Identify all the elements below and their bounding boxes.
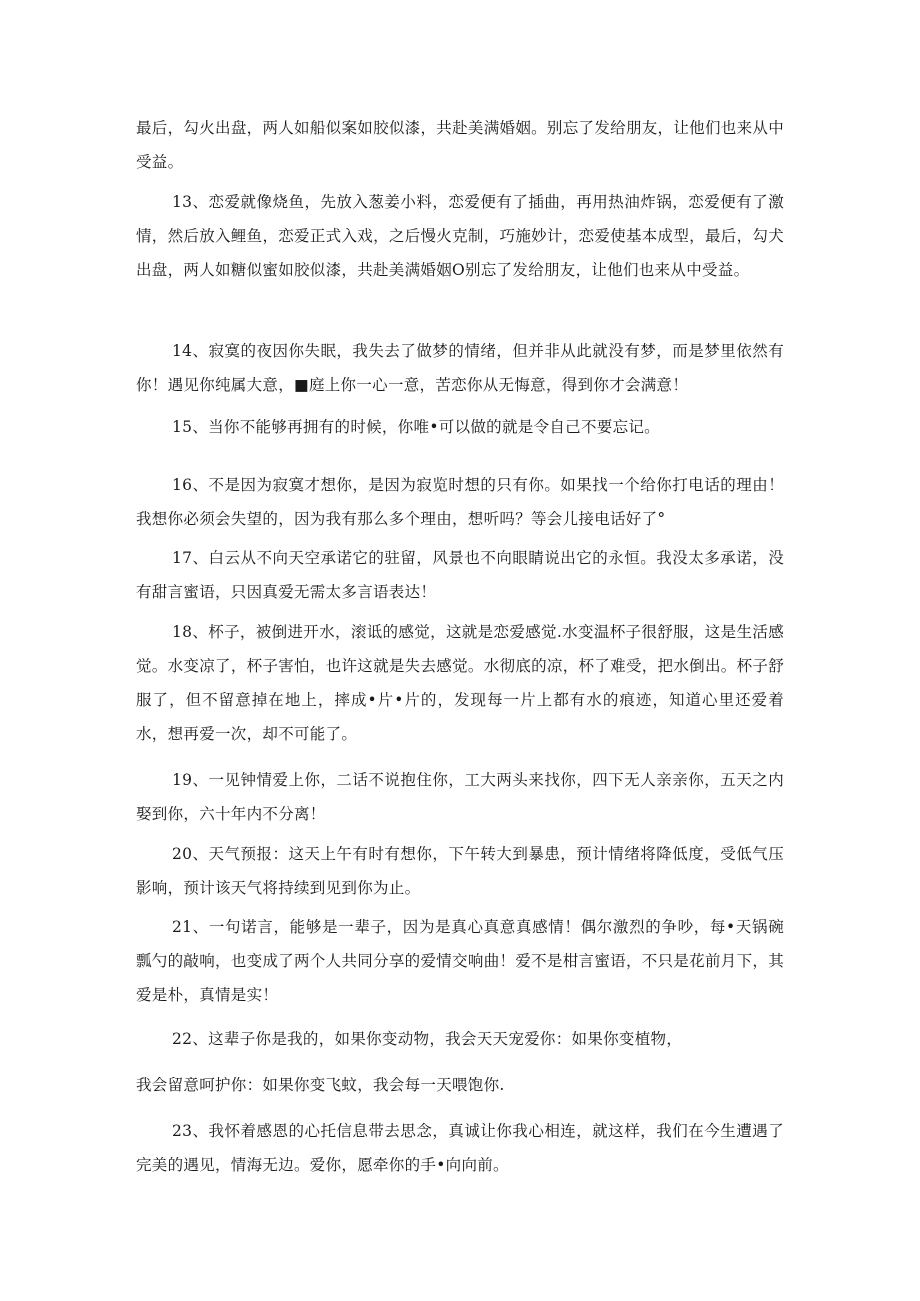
paragraph-15: 15、当你不能够再拥有的时候，你唯•可以做的就是令自己不要忘记。 xyxy=(172,418,660,436)
paragraph-16: 16、不是因为寂寞才想你，是因为寂览时想的只有你。如果找一个给你打电话的理由！我想你必须会失望的，因为我有那么多个理由，想听吗？等会儿接电话好了° xyxy=(136,476,784,528)
paragraph-22: 22、这辈子你是我的，如果你变动物，我会天天宠爱你：如果你变植物， xyxy=(172,1030,683,1048)
paragraph-continuation: 最后，勾火出盘，两人如船似案如胶似漆，共赴美满婚姻。别忘了发给朋友，让他们也来从中受益。 xyxy=(136,119,784,171)
paragraph-14: 14、寂寞的夜因你失眠，我失去了做梦的情绪，但并非从此就没有梦，而是梦里依然有你！遇见你纯属大意，■庭上你一心一意，苦恋你从无悔意，得到你才会满意！ xyxy=(136,342,784,394)
paragraph-21: 21、一句诺言，能够是一辈子，因为是真心真意真感情！偶尔激烈的争吵，每•天锅碗瓢勺的敲响，也变成了两个人共同分享的爱情交响曲！爱不是柑言蜜语，不只是花前月下，其爱是朴，真情是实！ xyxy=(136,918,784,1004)
paragraph-20: 20、天气预报：这天上午有时有想你，下午转大到暴患，预计情绪将降低度，受低气压影响，预计该天气将持续到见到你为止。 xyxy=(136,845,784,897)
paragraph-18: 18、杯子，被倒进开水，滚诋的感觉，这就是恋爱感觉.水变温杯子很舒服，这是生活感觉。水变凉了，杯子害怕，也许这就是失去感觉。水彻底的凉，杯了难受，把水倒出。杯子舒服了，但不留意掉在地上，摔成•片•片的，发现每一片上都有水的痕迹，知道心里还爱着水，想再爱一次，却不可能了。 xyxy=(136,623,784,743)
paragraph-13: 13、恋爱就像烧鱼，先放入葱姜小料，恋爱便有了插曲，再用热油炸锅，恋爱便有了激情，然后放入鲤鱼，恋爱正式入戏，之后慢火克制，巧施妙计，恋爱使基本成型，最后，勾犬出盘，两人如糖似蜜如胶似漆，共赴美满婚姻O别忘了发给朋友，让他们也来从中受益。 xyxy=(136,193,784,279)
paragraph-22-continuation: 我会留意呵护你：如果你变飞蚊，我会每一天喂饱你. xyxy=(136,1076,505,1094)
paragraph-17: 17、白云从不向天空承诺它的驻留，风景也不向眼睛说出它的永恒。我没太多承诺，没有甜言蜜语，只因真爱无需太多言语表达！ xyxy=(136,549,784,601)
paragraph-23: 23、我怀着感恩的心托信息带去思念，真诚让你我心相连，就这样，我们在今生遭遇了完美的遇见，情海无边。爱你，愿牵你的手•向向前。 xyxy=(136,1122,784,1174)
paragraph-19: 19、一见钟情爱上你，二话不说抱住你，工大两头来找你，四下无人亲亲你，五天之内娶到你，六十年内不分离！ xyxy=(136,771,784,823)
